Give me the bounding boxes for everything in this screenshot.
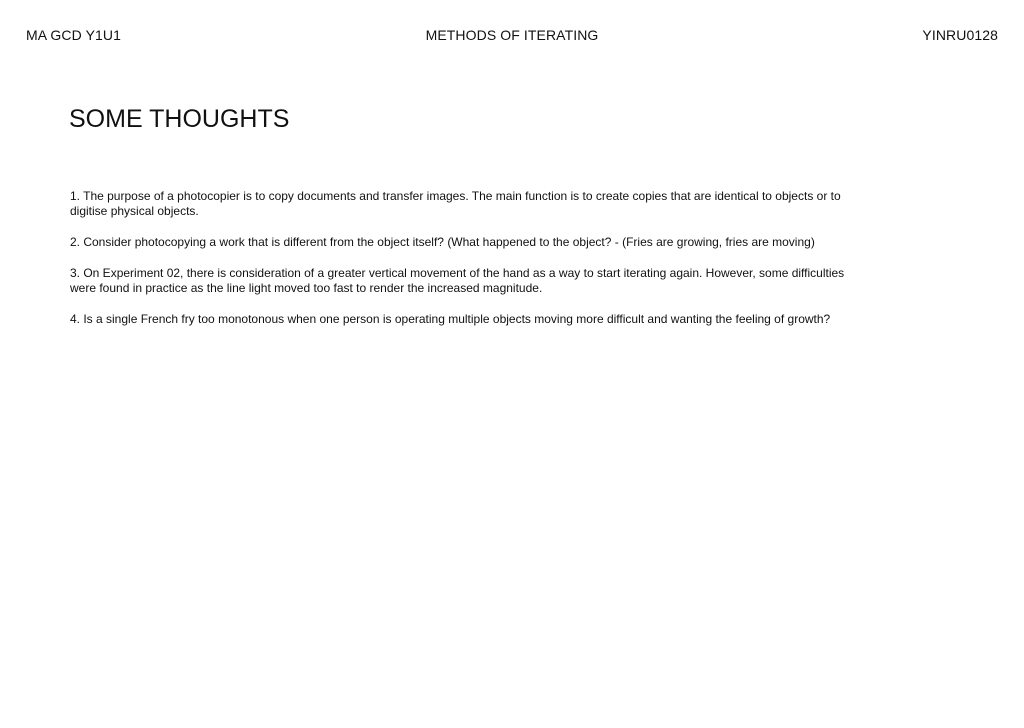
page-header (0, 26, 1024, 44)
thought-item-1: 1. The purpose of a photocopier is to copy documents and transfer images. The main function is to create copies that are identical to objects or to digitise physical objects. (70, 189, 841, 218)
thoughts-list (70, 189, 850, 343)
thought-item-3: 3. On Experiment 02, there is consideration of a greater vertical movement of the hand as a way to start iterating again. However, some difficulties were found in practice as the line light moved too fast to render the increased magnitude. (70, 266, 845, 295)
page-title: SOME THOUGHTS (69, 105, 290, 133)
thought-item-2: 2. Consider photocopying a work that is different from the object itself? (What happened to the object? - (Fries are growing, fries are moving) (70, 235, 815, 249)
student-id: YINRU0128 (922, 27, 998, 43)
course-code: MA GCD Y1U1 (26, 27, 121, 43)
thought-item-4: 4. Is a single French fry too monotonous when one person is operating multiple objects moving more difficult and wanting the feeling of growth? (70, 312, 831, 326)
document-title: METHODS OF ITERATING (425, 27, 599, 43)
